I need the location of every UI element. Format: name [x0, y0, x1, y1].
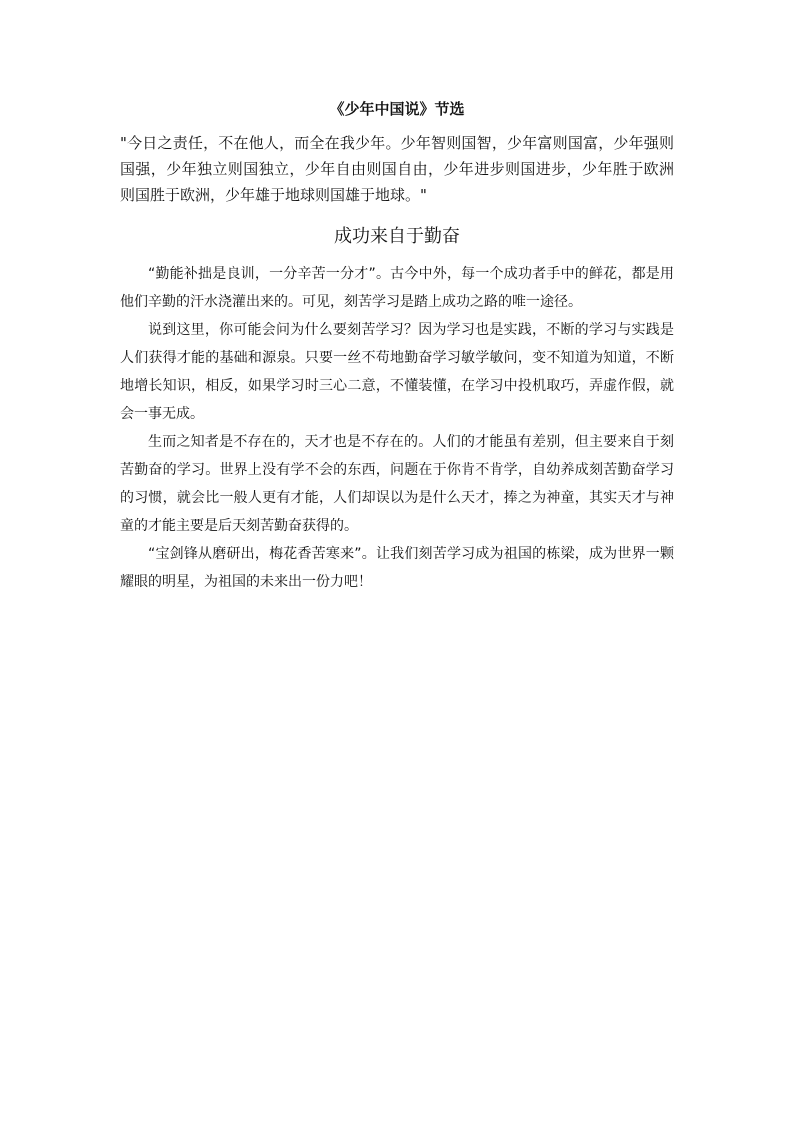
essay-paragraph: “宝剑锋从磨研出，梅花香苦寒来”。让我们刻苦学习成为祖国的栋梁，成为世界一颗耀眼的明星，为祖国的未来出一份力吧！: [120, 546, 674, 590]
essay-title: 成功来自于勤奋: [334, 226, 460, 247]
essay-paragraph: “勤能补拙是良训，一分辛苦一分才”。古今中外，每一个成功者手中的鲜花，都是用他们辛勤的汗水浇灌出来的。可见，刻苦学习是踏上成功之路的唯一途径。: [120, 266, 674, 310]
essay-paragraph: 生而之知者是不存在的，天才也是不存在的。人们的才能虽有差别，但主要来自于刻苦勤奋的学习。世界上没有学不会的东西，问题在于你肯不肯学，自幼养成刻苦勤奋学习的习惯，就会比一般人更有才能，人们却误以为是什么天才，捧之为神童，其实天才与神童的才能主要是后天刻苦勤奋获得的。: [120, 434, 674, 534]
excerpt-quote: "今日之责任，不在他人，而全在我少年。少年智则国智，少年富则国富，少年强则国强，少年独立则国独立，少年自由则国自由，少年进步则国进步，少年胜于欧洲则国胜于欧洲，少年雄于地球则国雄于地球。": [120, 134, 674, 204]
essay-paragraph: 说到这里，你可能会问为什么要刻苦学习？因为学习也是实践，不断的学习与实践是人们获得才能的基础和源泉。只要一丝不苟地勤奋学习敏学敏问，变不知道为知道，不断地增长知识，相反，如果学习时三心二意，不懂装懂，在学习中投机取巧，弄虚作假，就会一事无成。: [120, 322, 674, 422]
essay-body: [120, 260, 674, 596]
excerpt-title: 《少年中国说》节选: [329, 100, 465, 118]
